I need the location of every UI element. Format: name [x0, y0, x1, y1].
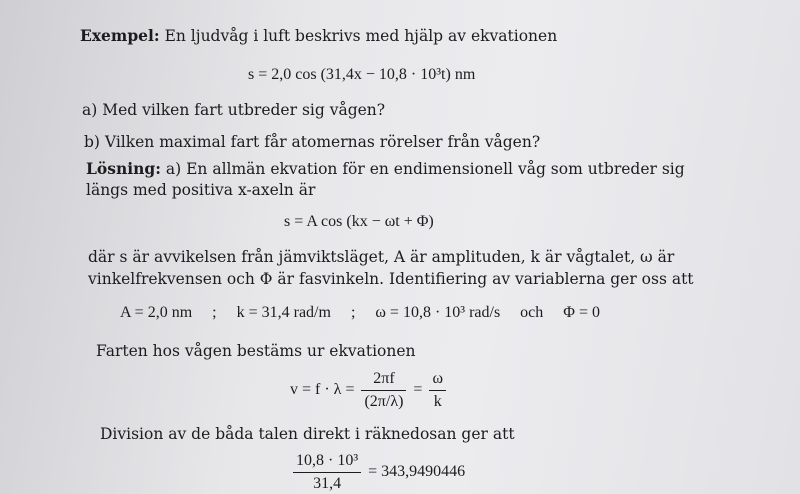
fraction-numerator: 2πf	[361, 370, 406, 391]
general-wave-equation: s = A cos (kx − ωt + Φ)	[284, 213, 434, 230]
division-text: Division av de båda talen direkt i räknedosan ger att	[100, 425, 515, 443]
fraction-denominator: (2π/λ)	[364, 393, 404, 410]
separator: ;	[212, 304, 217, 321]
value-wavenumber: k = 31,4 rad/m	[236, 304, 331, 321]
fraction-denominator: 31,4	[313, 475, 342, 492]
speed-text: Farten hos vågen bestäms ur ekvationen	[96, 342, 416, 360]
speed-equation	[290, 370, 449, 411]
value-amplitude: A = 2,0 nm	[120, 304, 193, 321]
example-text: En ljudvåg i luft beskrivs med hjälp av ekvationen	[164, 27, 558, 45]
separator: ;	[350, 304, 356, 321]
och-word: och	[520, 304, 544, 321]
solution-intro-line1	[86, 159, 685, 179]
fraction-omega-k	[429, 370, 446, 411]
fraction-division	[293, 452, 361, 493]
fraction-denominator: k	[433, 393, 442, 410]
wave-equation: s = 2,0 cos (31,4x − 10,8 · 10³t) nm	[248, 66, 476, 83]
description-line1: där s är avvikelsen från jämviktsläget, A är amplituden, k är vågtalet, ω är	[88, 248, 675, 266]
fraction-2pif	[361, 370, 406, 411]
solution-intro-line2: längs med positiva x-axeln är	[86, 181, 316, 199]
variable-values	[120, 304, 600, 322]
description-line2: vinkelfrekvensen och Φ är fasvinkeln. Identifiering av variablerna ger oss att	[88, 270, 694, 288]
division-result: = 343,9490446	[368, 463, 466, 481]
question-a: a) Med vilken fart utbreder sig vågen?	[82, 101, 386, 119]
fraction-numerator: ω	[429, 370, 446, 391]
fraction-numerator: 10,8 · 10³	[293, 452, 361, 473]
example-heading	[80, 26, 557, 46]
value-phase: Φ = 0	[563, 304, 600, 321]
speed-lhs: v = f · λ =	[290, 381, 355, 399]
value-angular-frequency: ω = 10,8 · 10³ rad/s	[375, 304, 501, 321]
division-equation	[290, 452, 465, 493]
example-label: Exempel:	[80, 26, 160, 45]
solution-label: Lösning:	[86, 159, 161, 178]
equals-sign: =	[413, 381, 423, 399]
solution-intro-text: a) En allmän ekvation för en endimensionell våg som utbreder sig	[165, 160, 685, 178]
question-b: b) Vilken maximal fart får atomernas rörelser från vågen?	[84, 133, 541, 151]
